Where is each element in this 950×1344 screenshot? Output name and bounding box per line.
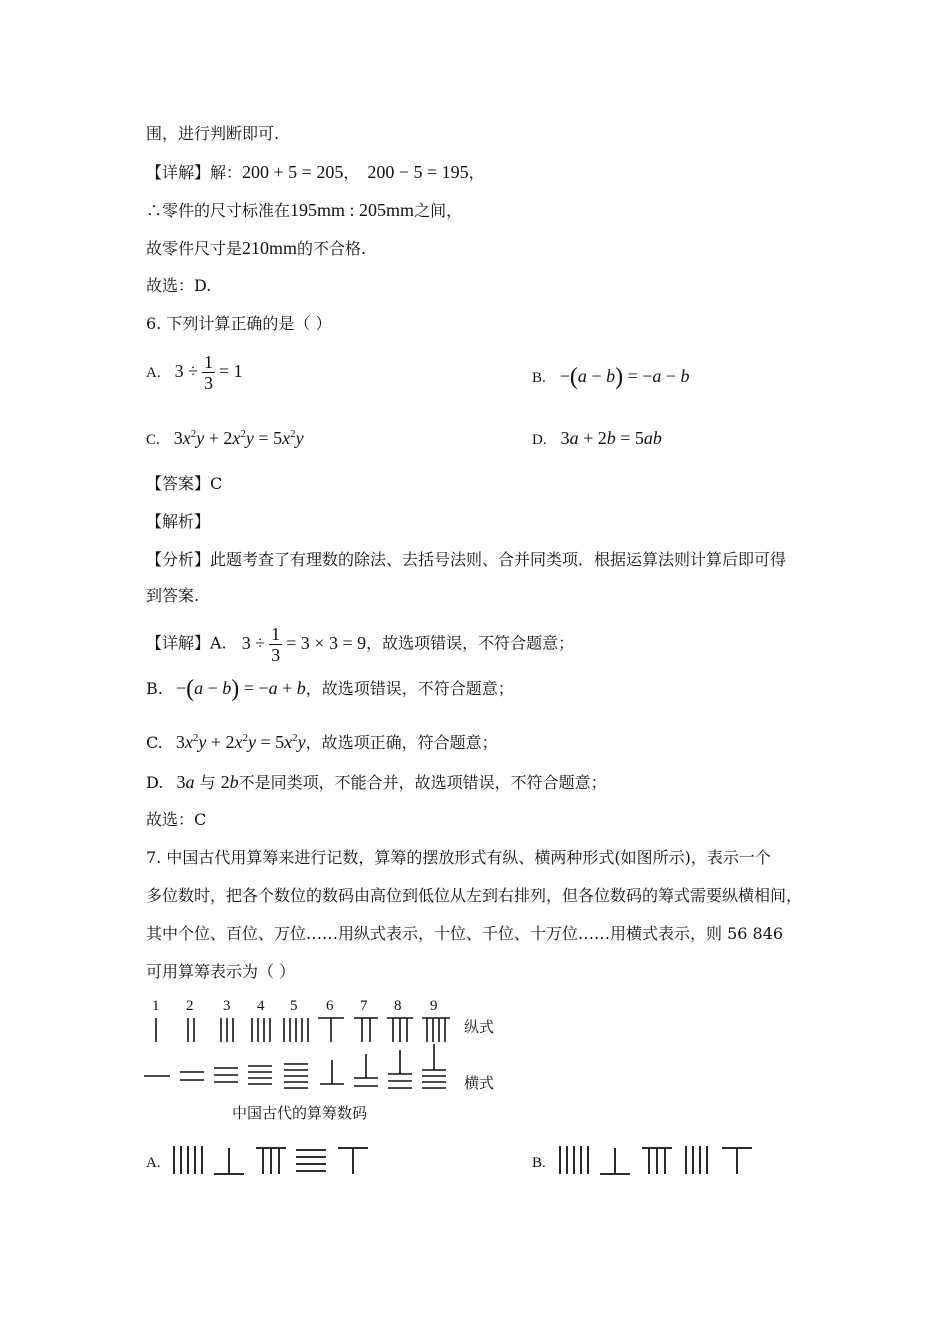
text-span: ∴零件的尺寸标准在 bbox=[146, 201, 291, 220]
digit-label: 7 bbox=[360, 998, 368, 1014]
detail-a: 【详解】A. 3 ÷ $\frac{1}{3}$ = 3 × 3 = 9，故选项错误，不符合题意； bbox=[146, 624, 575, 665]
answer: 【答案】C bbox=[146, 474, 223, 493]
detail-c: C. $3x^2y + 2x^2y = 5x^2y$，故选项正确，符合题意； bbox=[146, 732, 498, 752]
text-span: ，故选项错误，不符合题意； bbox=[305, 679, 514, 698]
q6-option-d: D. 3a + 2b = 5ab bbox=[532, 428, 662, 448]
digit-label: 4 bbox=[257, 998, 265, 1014]
text-line: 故选：D. bbox=[146, 276, 212, 295]
analysis-heading: 【解析】 bbox=[146, 512, 211, 531]
question-7-line: 多位数时，把各个数位的数码由高位到低位从左到右排列，但各位数码的筹式需要纵横相间， bbox=[146, 886, 803, 905]
digit-label: 2 bbox=[186, 998, 194, 1014]
equation: 200 − 5 = 195 bbox=[367, 162, 469, 182]
text-line: 围，进行判断即可. bbox=[146, 124, 280, 143]
question-7-line: 可用算筹表示为（ ） bbox=[146, 962, 296, 981]
q7-option-b-rods bbox=[556, 1144, 786, 1180]
question-7-line: 7. 中国古代用算筹来进行记数，算筹的摆放形式有纵、横两种形式(如图所示)，表示一个 bbox=[146, 848, 771, 867]
digit-label: 9 bbox=[430, 998, 438, 1014]
text-span: ，故选项错误，不符合题意； bbox=[366, 633, 575, 653]
digit-label: 6 bbox=[326, 998, 334, 1014]
text-span: 故零件尺寸是 bbox=[146, 239, 243, 258]
q6-option-c: C. $3x^2y + 2x^2y = 5x^2y$ bbox=[146, 428, 304, 448]
figure-caption: 中国古代的算筹数码 bbox=[232, 1104, 368, 1122]
choose: 故选：C bbox=[146, 810, 207, 829]
detail-d: D. 3a 与 2b不是同类项，不能合并，故选项错误，不符合题意； bbox=[146, 772, 607, 792]
option-label: D. bbox=[532, 432, 547, 448]
option-label: A. bbox=[146, 364, 161, 381]
question-7-line: 其中个位、百位、万位……用纵式表示，十位、千位、十万位……用横式表示，则 56 846 bbox=[146, 924, 784, 943]
question-6-stem: 6. 下列计算正确的是（ ） bbox=[146, 314, 332, 333]
text-line: 【详解】解：200 + 5 = 205， 200 − 5 = 195， bbox=[146, 162, 485, 182]
vertical-form-label: 纵式 bbox=[464, 1018, 495, 1036]
text-line bbox=[146, 236, 366, 261]
text-span: 与 bbox=[199, 773, 216, 792]
text-span: C. bbox=[146, 733, 163, 752]
text-span: 【详解】A. bbox=[146, 633, 227, 653]
text-span: 的不合格. bbox=[297, 239, 367, 258]
text-span: ，故选项正确，符合题意； bbox=[305, 733, 498, 752]
measure: 205mm bbox=[359, 200, 415, 220]
q7-option-a-rods bbox=[170, 1144, 390, 1180]
measure: 195mm bbox=[290, 200, 346, 220]
digit-label: 3 bbox=[223, 998, 231, 1014]
equation: 200 + 5 = 205 bbox=[242, 162, 344, 182]
detail-b: B. −(a − b) = −a + b，故选项错误，不符合题意； bbox=[146, 676, 514, 702]
digit-label: 8 bbox=[394, 998, 402, 1014]
q7-option-a-label: A. bbox=[146, 1155, 161, 1171]
text-span: D. bbox=[146, 773, 164, 792]
measure: 210mm bbox=[242, 238, 298, 258]
horizontal-form-label: 横式 bbox=[464, 1074, 495, 1092]
text-span: 之间， bbox=[414, 201, 463, 220]
option-label: C. bbox=[146, 432, 160, 448]
q6-option-a: A. 3 ÷ $\frac{1}{3}$ = 1 bbox=[146, 352, 243, 393]
text-line: ∴零件的尺寸标准在195mm : 205mm之间， bbox=[146, 200, 463, 220]
detail-label: 【详解】解： bbox=[146, 163, 243, 182]
analysis-text: 【分析】此题考查了有理数的除法、去括号法则、合并同类项．根据运算法则计算后即可得 bbox=[146, 550, 787, 569]
digit-label: 1 bbox=[152, 998, 160, 1014]
text-span: 不是同类项，不能合并，故选项错误，不符合题意； bbox=[238, 773, 607, 792]
option-label: B. bbox=[532, 370, 546, 386]
digit-label: 5 bbox=[290, 998, 298, 1014]
text-span: B. bbox=[146, 679, 163, 698]
q6-option-b: B. −(a − b) = −a − b bbox=[532, 364, 690, 390]
q7-option-b-label: B. bbox=[532, 1155, 546, 1171]
analysis-text: 到答案. bbox=[146, 586, 200, 605]
